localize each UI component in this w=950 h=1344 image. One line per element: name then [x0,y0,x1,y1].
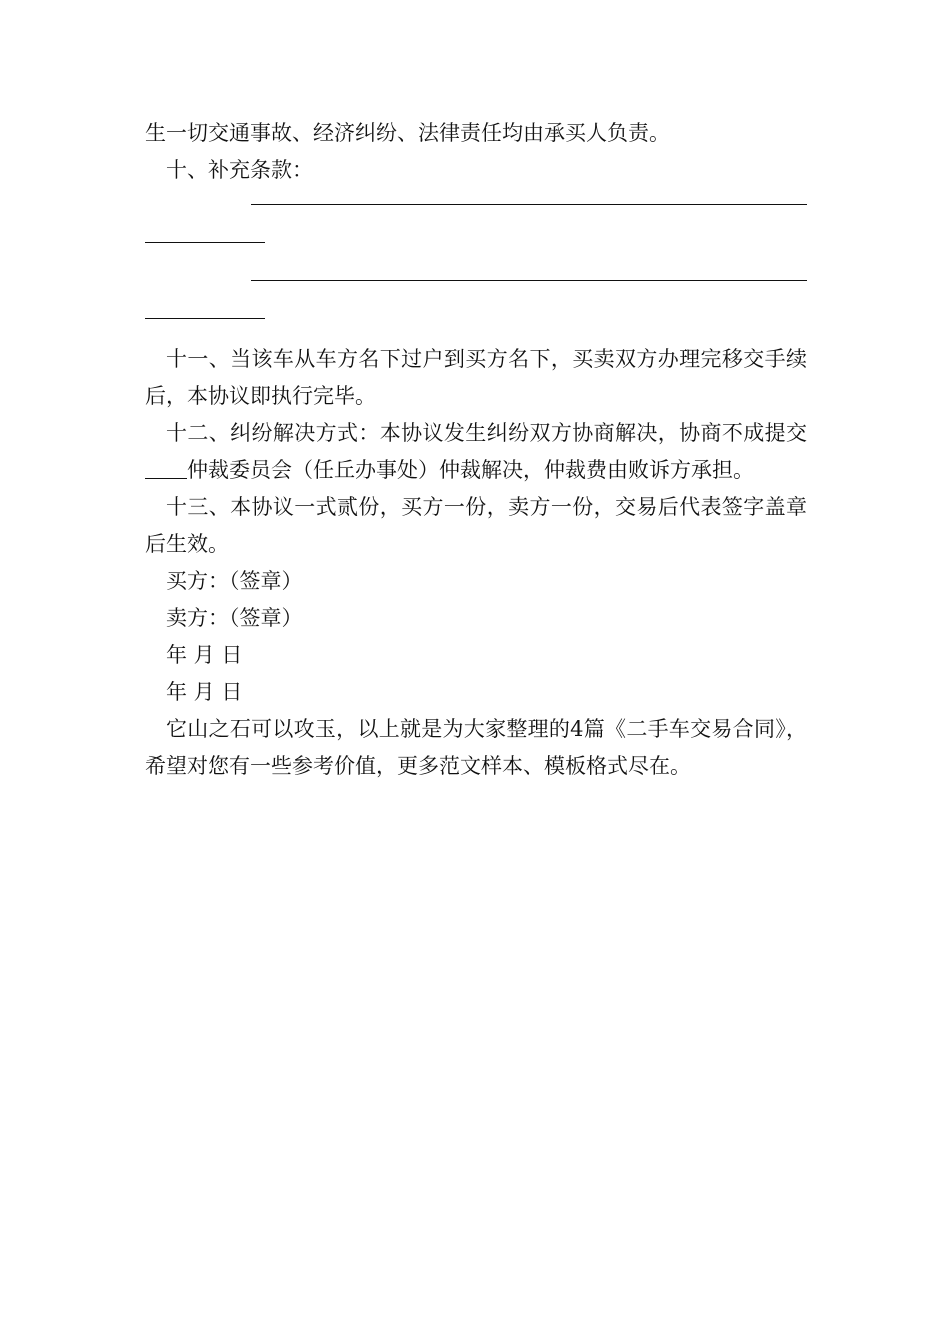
paragraph-dispute-resolution [145,415,807,489]
buyer-signature: 买方：（签章） [166,569,303,593]
closing-paragraph: 它山之石可以攻玉，以上就是为大家整理的4篇《二手车交易合同》，希望对您有一些参考价值，更多范文样本、模板格式尽在。 [145,717,807,778]
dispute-text-after-blank: 仲裁委员会（任丘办事处）仲裁解决，仲裁费由败诉方承担。 [187,458,754,482]
blank-line-long [251,204,807,205]
document-page [145,115,807,785]
blank-line-short [145,242,265,243]
arbitration-blank [145,460,187,479]
paragraph-copies-effective: 十三、本协议一式贰份，买方一份，卖方一份，交易后代表签字盖章后生效。 [145,495,807,556]
paragraph-supplementary-terms: 十、补充条款： [166,158,313,182]
supplementary-blank-line-1 [145,189,807,265]
paragraph-transfer-completion: 十一、当该车从车方名下过户到买方名下，买卖双方办理完移交手续后，本协议即执行完毕。 [145,347,807,408]
date-line-2: 年 月 日 [166,680,243,704]
blank-line-long [251,280,807,281]
seller-signature: 卖方：（签章） [166,606,303,630]
supplementary-blank-line-2 [145,265,807,341]
dispute-text-before-blank: 十二、纠纷解决方式：本协议发生纠纷双方协商解决，协商不成提交 [166,421,807,445]
paragraph-traffic-liability: 生一切交通事故、经济纠纷、法律责任均由承买人负责。 [145,121,670,145]
date-line-1: 年 月 日 [166,643,243,667]
blank-line-short [145,318,265,319]
